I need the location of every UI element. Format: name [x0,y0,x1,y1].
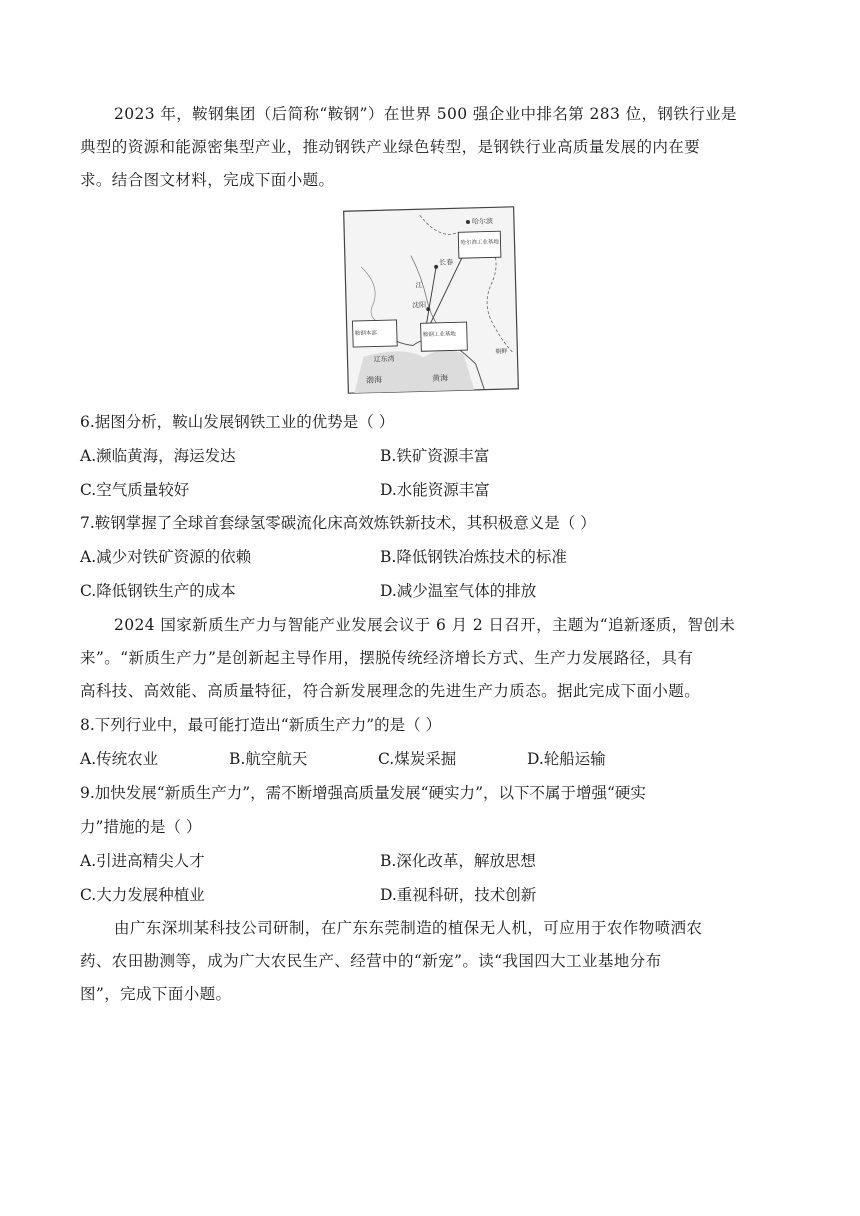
intro-paragraph-1 [80,98,785,197]
intro1-line-1: 2023 年，鞍钢集团（后简称“鞍钢”）在世界 500 强企业中排名第 283 位，钢铁行业是 [114,105,737,123]
intro2-line-1: 2024 国家新质生产力与智能产业发展会议于 6 月 2 日召开，主题为“追新逐质，智创未 [114,616,736,634]
map-label-bay: 辽东湾 [373,354,395,364]
map-label-changchun: 长春 [438,258,454,267]
map-label-box-left: 鞍钢本部 [354,330,377,338]
intro1-line-3: 求。结合图文材料，完成下面小题。 [80,171,335,189]
q8-option-b[interactable]: B.航空航天 [229,750,308,768]
q8-option-c[interactable]: C.煤炭采掘 [378,750,457,768]
map-label-north-city: 哈尔滨 [471,217,494,226]
intro1-line-2: 典型的资源和能源密集型产业，推动钢铁产业绿色转型，是钢铁行业高质量发展的内在要 [80,138,701,156]
sea-area [353,349,474,393]
intro3-line-1: 由广东深圳某科技公司研制，在广东东莞制造的植保无人机，可应用于农作物喷洒农 [114,919,703,937]
q6-option-b[interactable]: B.铁矿资源丰富 [380,447,490,465]
map-svg [342,205,520,395]
map-label-yellow-sea: 黄海 [431,373,449,383]
question-7-stem: 7.鞍钢掌握了全球首套绿氢零碳流化床高效炼铁新技术，其积极意义是（ ） [80,514,596,532]
q6-option-d[interactable]: D.水能资源丰富 [380,481,490,499]
map-label-bohai: 渤海 [365,375,383,385]
q9-option-d[interactable]: D.重视科研，技术创新 [380,886,537,904]
q9-option-b[interactable]: B.深化改革，解放思想 [380,852,536,870]
map-label-box-mid: 鞍钢工业基地 [422,331,457,339]
intro3-line-2: 药、农田勘测等，成为广大农民生产、经营中的“新宠”。读“我国四大工业基地分布 [80,952,662,970]
q7-option-d[interactable]: D.减少温室气体的排放 [380,582,537,600]
question-9-stem-line-1: 9.加快发展“新质生产力”，需不断增强高质量发展“硬实力”，以下不属于增强“硬实 [80,784,646,802]
q7-option-a[interactable]: A.减少对铁矿资源的依赖 [80,548,252,566]
intro3-line-3: 图”，完成下面小题。 [80,985,232,1003]
intro-paragraph-3 [80,912,770,1011]
q7-option-b[interactable]: B.降低钢铁冶炼技术的标准 [380,548,567,566]
q8-option-d[interactable]: D.轮船运输 [527,750,606,768]
question-8-stem: 8.下列行业中，最可能打造出“新质生产力”的是（ ） [80,716,442,734]
q6-option-c[interactable]: C.空气质量较好 [80,481,190,499]
intro2-line-3: 高科技、高效能、高质量特征，符合新发展理念的先进生产力质态。据此完成下面小题。 [80,682,701,700]
map-label-korea: 朝鲜 [495,348,508,356]
q9-option-a[interactable]: A.引进高精尖人才 [80,852,205,870]
question-6-stem: 6.据图分析，鞍山发展钢铁工业的优势是（ ） [80,413,395,431]
map-label-river: 江 [415,281,423,290]
map-label-shenyang: 沈阳 [412,301,427,310]
map-label-box-top: 哈尔滨工业基地 [460,239,500,247]
q9-option-c[interactable]: C.大力发展种植业 [80,886,205,904]
question-9-stem-line-2: 力”措施的是（ ） [80,818,202,836]
q7-option-c[interactable]: C.降低钢铁生产的成本 [80,582,236,600]
intro2-line-2: 来”。“新质生产力”是创新起主导作用，摆脱传统经济增长方式、生产力发展路径，具有 [80,649,694,667]
northeast-map-figure [342,205,520,395]
q6-option-a[interactable]: A.濒临黄海，海运发达 [80,447,236,465]
intro-paragraph-2 [80,609,785,708]
q8-option-a[interactable]: A.传统农业 [80,750,159,768]
